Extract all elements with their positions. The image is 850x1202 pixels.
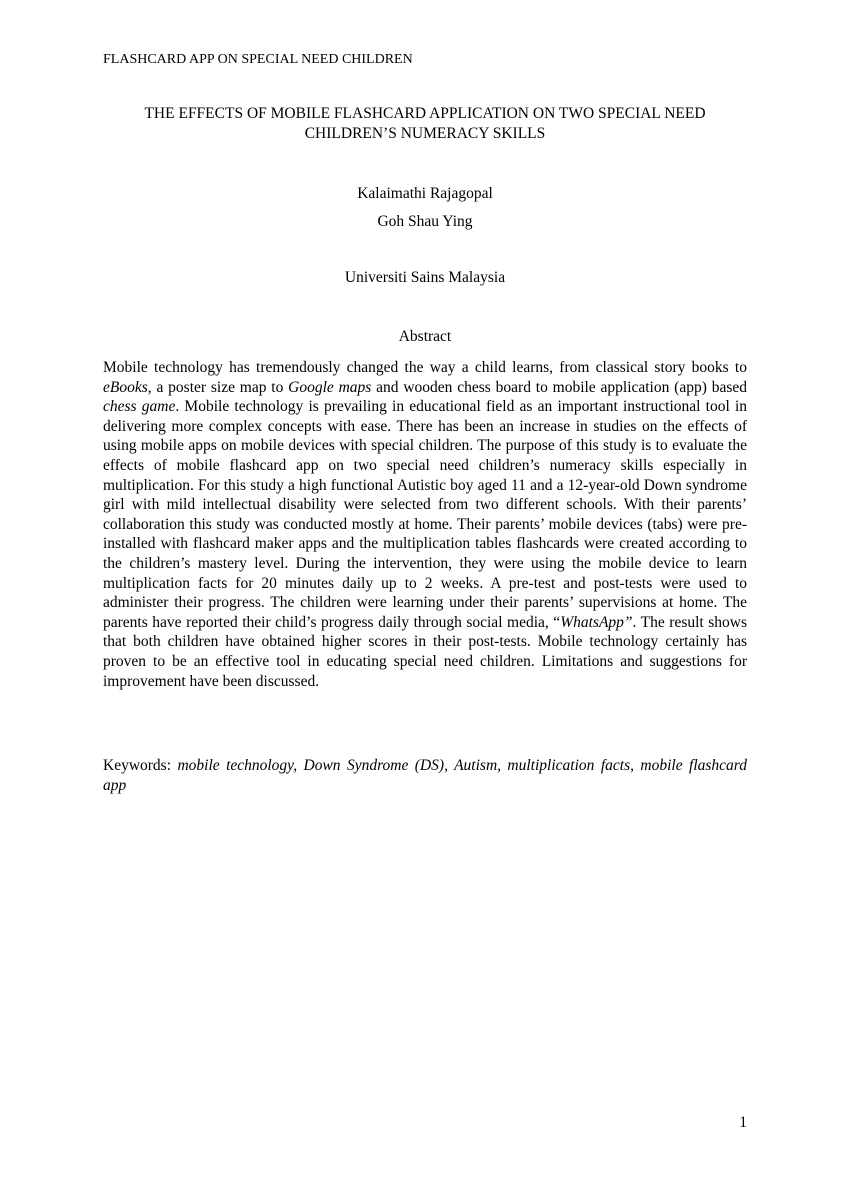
abstract-heading: Abstract: [398, 328, 452, 345]
abstract-body: [103, 358, 747, 691]
paper-title-line-2: CHILDREN’S NUMERACY SKILLS: [304, 125, 546, 142]
running-head: FLASHCARD APP ON SPECIAL NEED CHILDREN: [103, 52, 413, 67]
abstract-text: Mobile technology has tremendously changed the way a child learns, from classical story books to: [103, 359, 747, 376]
keywords-list: mobile technology, Down Syndrome (DS), Autism, multiplication facts, mobile flashcard app: [103, 757, 747, 794]
author-name: Kalaimathi Rajagopal: [357, 185, 493, 202]
abstract-text: . The result shows that both children have obtained higher scores in their post-tests. Mobile technology certainly has proven to be an effective tool in educating special need children. Limitations and suggestions for improvement have been discussed.: [103, 613, 748, 690]
author-name: Goh Shau Ying: [377, 213, 473, 230]
abstract-italic-term: chess game: [103, 398, 176, 416]
abstract-italic-term: WhatsApp”: [560, 613, 633, 631]
paper-title: [103, 104, 747, 144]
abstract-text: , a poster size map to: [147, 378, 289, 396]
page-number: 1: [739, 1114, 747, 1131]
keywords: [103, 756, 747, 795]
author-affiliation: Universiti Sains Malaysia: [344, 269, 506, 286]
abstract-text: . Mobile technology is prevailing in educational field as an important instructional tool in delivering more complex concepts with ease. There has been an increase in studies on the effects of using mobile apps on mobile devices with special children. The purpose of this study is to evaluate the effects of mobile flashcard app on two special need children’s numeracy skills especially in multiplication. For this study a high functional Autistic boy aged 11 and a 12-year-old Down syndrome girl with mild intellectual disability were selected from two different schools. With their parents’ collaboration this study was conducted mostly at home. Their parents’ mobile devices (tabs) were pre-installed with flashcard maker apps and the multiplication tables flashcards were created according to the children’s mastery level. During the intervention, they were using the mobile device to learn multiplication facts for 20 minutes daily up to 2 weeks. A pre-test and post-tests were used to administer their progress. The children were learning under their parents’ supervisions at home. The parents have reported their child’s progress daily through social media, “: [103, 398, 748, 631]
abstract-text: and wooden chess board to mobile application (app) based: [371, 378, 747, 396]
keywords-label: Keywords:: [103, 757, 178, 774]
abstract-italic-term: eBooks: [103, 378, 148, 396]
paper-title-line-1: THE EFFECTS OF MOBILE FLASHCARD APPLICATION ON TWO SPECIAL NEED: [144, 105, 706, 122]
abstract-italic-term: Google maps: [288, 378, 372, 396]
